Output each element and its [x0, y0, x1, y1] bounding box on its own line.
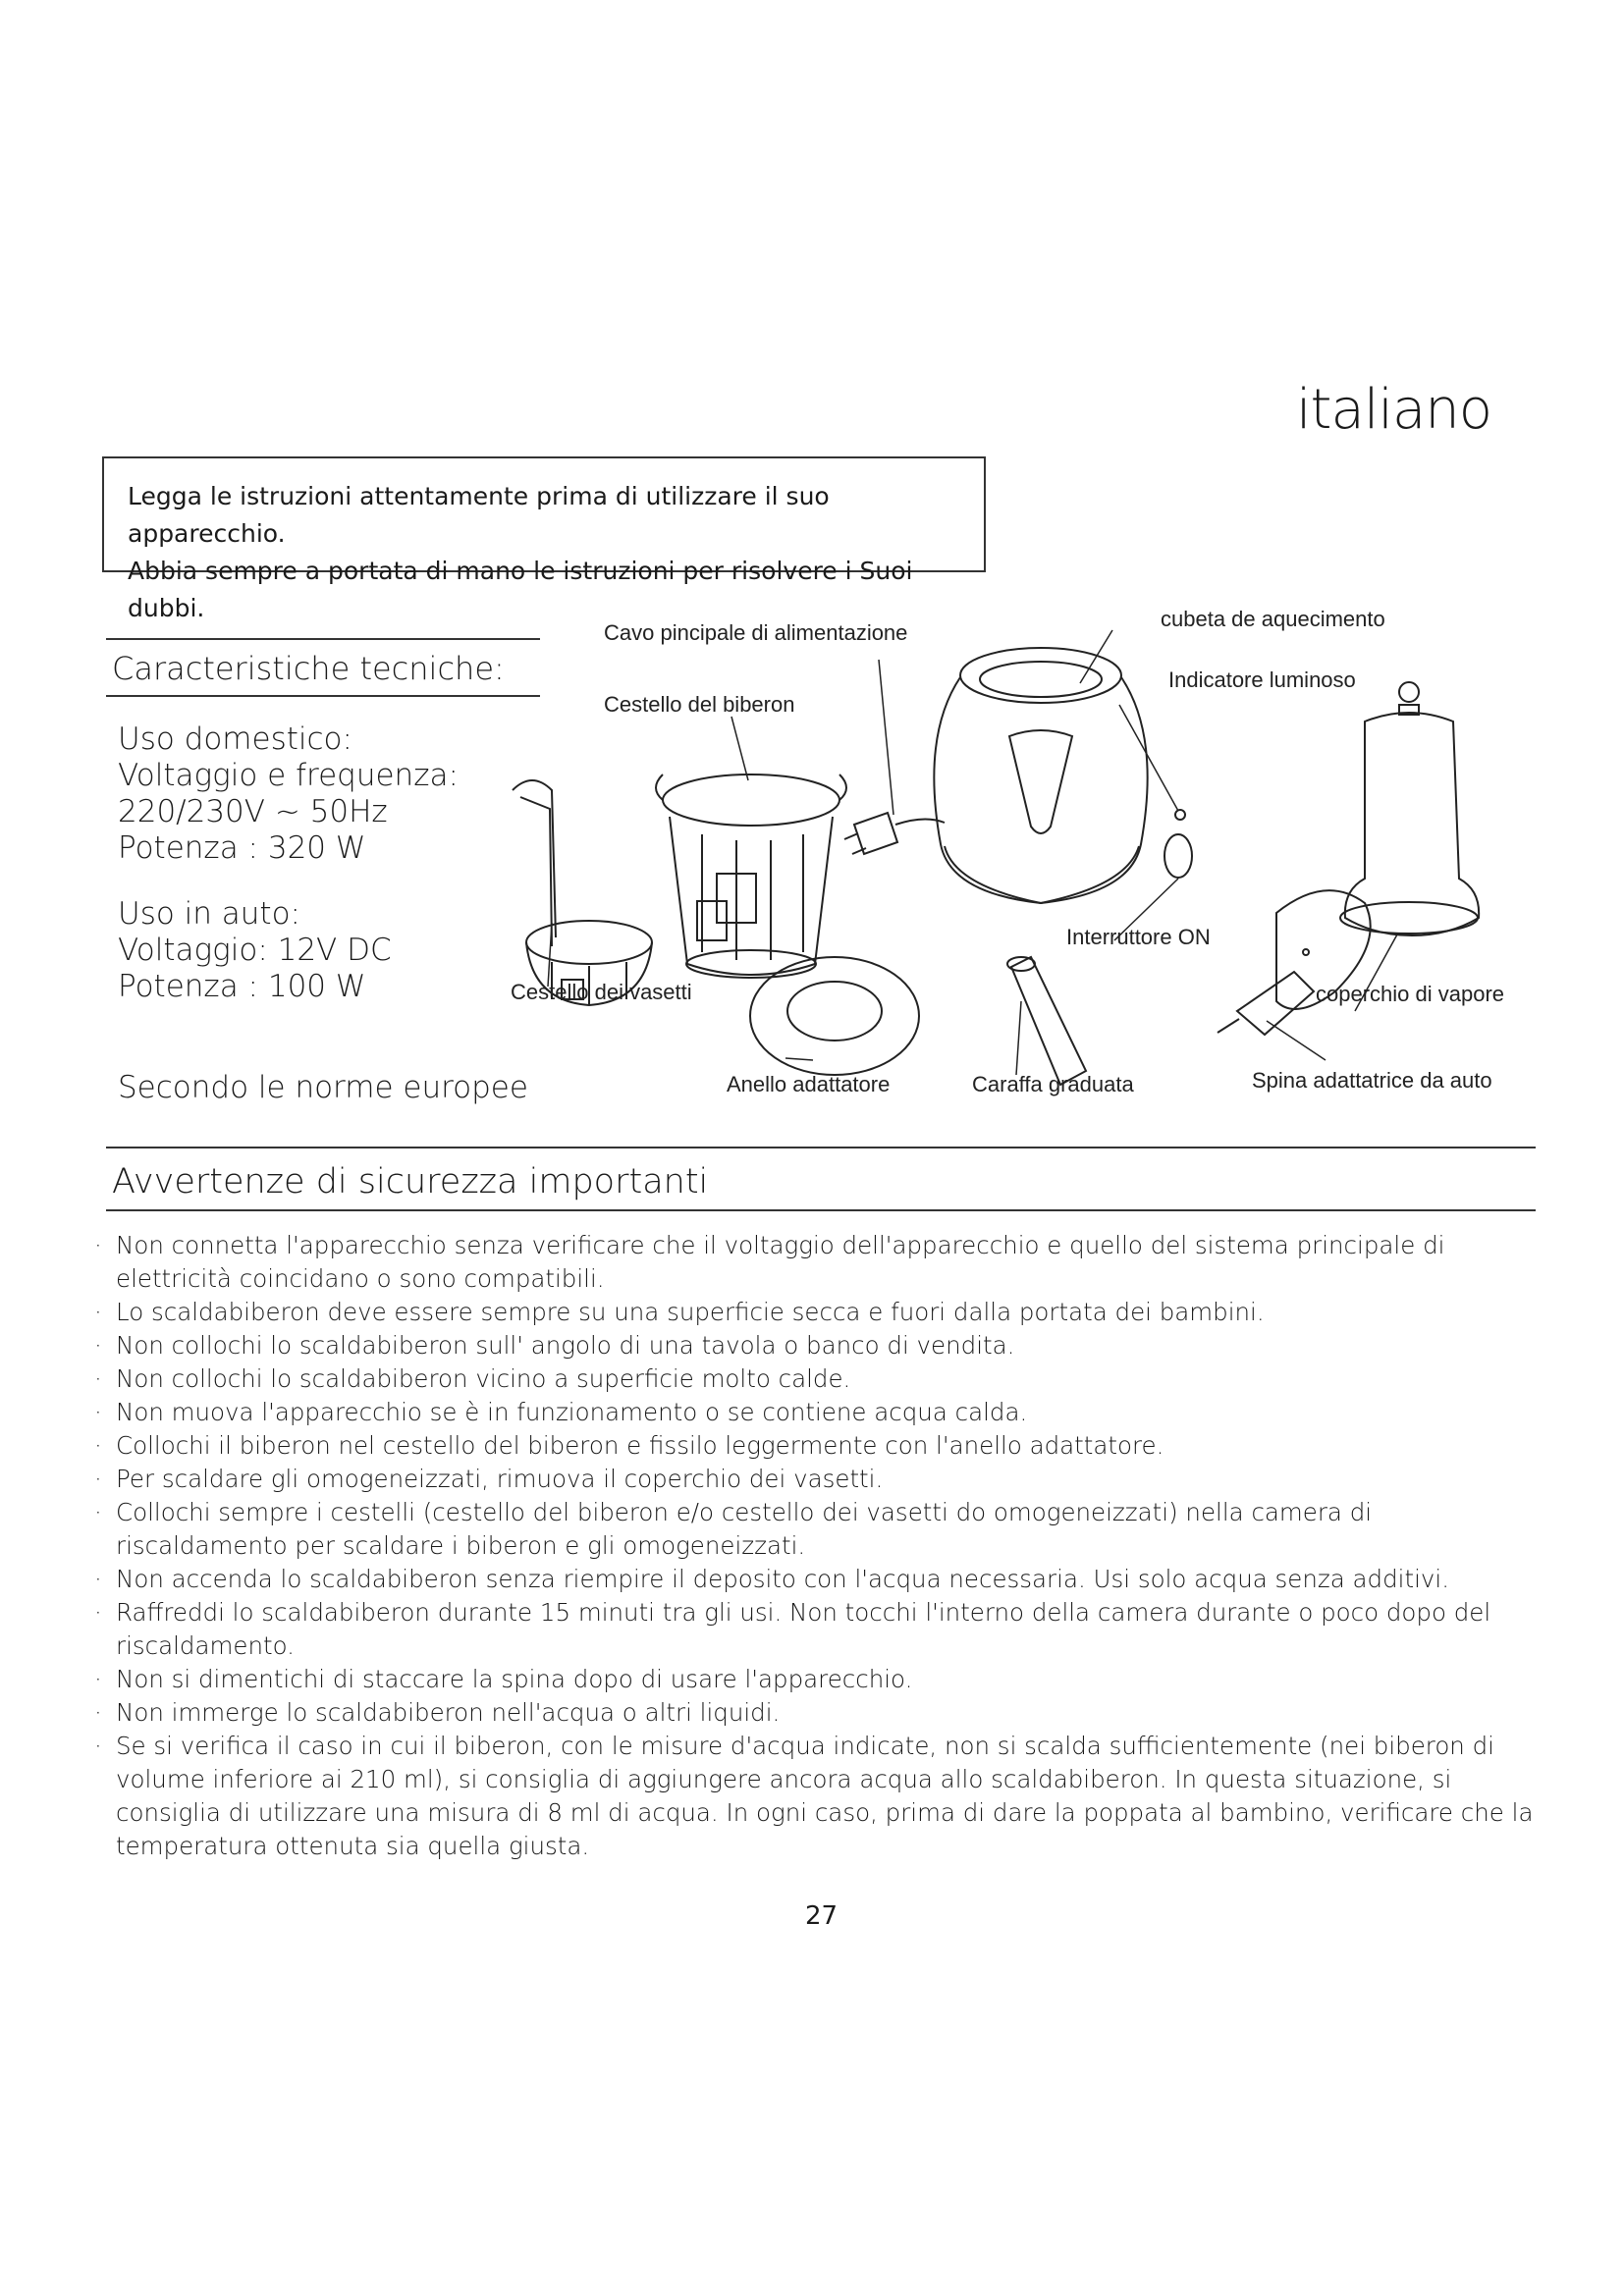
- warnings-title: Avvertenze di sicurezza importanti: [106, 1147, 1536, 1211]
- warmer-unit-illustration: [934, 648, 1192, 903]
- label-indicator: Indicatore luminoso: [1168, 667, 1356, 692]
- car-plug-illustration: [1218, 890, 1371, 1035]
- language-heading: italiano: [1296, 378, 1492, 442]
- spec-car-power: Potenza : 100 W: [118, 969, 366, 1004]
- parts-diagram: [491, 589, 1551, 1119]
- warning-item: · Se si verifica il caso in cui il biberon, con le misure d'acqua indicate, non si scalda sufficientemente (nei biberon di volume inferiore ai 210 ml), si consiglia di aggiungere ancora acqua allo scaldabiberon. In questa situazione, si consiglia di utilizzare una misura di 8 ml di acqua. In ogni caso, prima di dare la poppata al bambino, verificare che la temperatura ottenuta sia quella giusta.: [94, 1730, 1538, 1863]
- warning-item: · Non connetta l'apparecchio senza verificare che il voltaggio dell'apparecchio e quello del sistema principale di elettricità coincidano o sono compatibili.: [94, 1229, 1538, 1296]
- specs-list: [118, 721, 459, 1005]
- label-car-plug: Spina adattatrice da auto: [1252, 1068, 1492, 1093]
- warning-item: · Collochi il biberon nel cestello del biberon e fissilo leggermente con l'anello adattatore.: [94, 1429, 1538, 1463]
- bottle-basket-illustration: [656, 774, 846, 978]
- steam-cover-illustration: [1340, 682, 1479, 935]
- spec-car-voltage: Voltaggio: 12V DC: [118, 933, 392, 968]
- label-jar-basket: Cestello dei vasetti: [511, 980, 692, 1004]
- label-cable: Cavo pincipale di alimentazione: [604, 620, 908, 645]
- label-adapter-ring: Anello adattatore: [727, 1072, 891, 1096]
- warning-item: · Lo scaldabiberon deve essere sempre su una superficie secca e fuori dalla portata dei bambini.: [94, 1296, 1538, 1329]
- warning-item: · Non accenda lo scaldabiberon senza riempire il deposito con l'acqua necessaria. Usi solo acqua senza additivi.: [94, 1563, 1538, 1596]
- label-measuring-jug: Caraffa graduata: [972, 1072, 1134, 1096]
- label-switch: Interruttore ON: [1066, 925, 1211, 949]
- spec-home-label: Uso domestico:: [118, 721, 352, 757]
- notice-line-2: Abbia sempre a portata di mano le istruzioni per risolvere i Suoi dubbi.: [128, 557, 913, 622]
- warning-item: · Non collochi lo scaldabiberon sull' angolo di una tavola o banco di vendita.: [94, 1329, 1538, 1362]
- warnings-list: [94, 1229, 1538, 1863]
- warning-item: · Raffreddi lo scaldabiberon durante 15 minuti tra gli usi. Non tocchi l'interno della camera durante o poco dopo del riscaldamento.: [94, 1596, 1538, 1663]
- warning-item: · Non collochi lo scaldabiberon vicino a superficie molto calde.: [94, 1362, 1538, 1396]
- power-plug-illustration: [844, 813, 945, 854]
- spec-home-voltage: 220/230V ~ 50Hz: [118, 794, 388, 829]
- label-steam-cover: coperchio di vapore: [1316, 982, 1505, 1006]
- spec-car-label: Uso in auto:: [118, 896, 300, 932]
- warning-item: · Non muova l'apparecchio se è in funzionamento o se contiene acqua calda.: [94, 1396, 1538, 1429]
- spec-home-power: Potenza : 320 W: [118, 830, 366, 866]
- warning-item: · Non immerge lo scaldabiberon nell'acqua o altri liquidi.: [94, 1696, 1538, 1730]
- adapter-ring-illustration: [750, 957, 919, 1075]
- warning-item: · Non si dimentichi di staccare la spina dopo di usare l'apparecchio.: [94, 1663, 1538, 1696]
- label-heating-cup: cubeta de aquecimento: [1161, 607, 1385, 631]
- spec-home-voltage-label: Voltaggio e frequenza:: [118, 758, 459, 793]
- warning-item: · Collochi sempre i cestelli (cestello del biberon e/o cestello dei vasetti do omogeneizzati) nella camera di riscaldamento per scaldare i biberon e gli omogeneizzati.: [94, 1496, 1538, 1563]
- notice-box: [102, 456, 986, 622]
- label-bottle-basket: Cestello del biberon: [604, 692, 795, 717]
- norms-note: Secondo le norme europee: [118, 1070, 528, 1105]
- specs-title: Caracteristiche tecniche:: [106, 638, 540, 697]
- page-number: 27: [805, 1901, 839, 1931]
- jar-basket-illustration: [513, 780, 652, 1005]
- notice-line-1: Legga le istruzioni attentamente prima di utilizzare il suo apparecchio.: [128, 482, 830, 548]
- warning-item: · Per scaldare gli omogeneizzati, rimuova il coperchio dei vasetti.: [94, 1463, 1538, 1496]
